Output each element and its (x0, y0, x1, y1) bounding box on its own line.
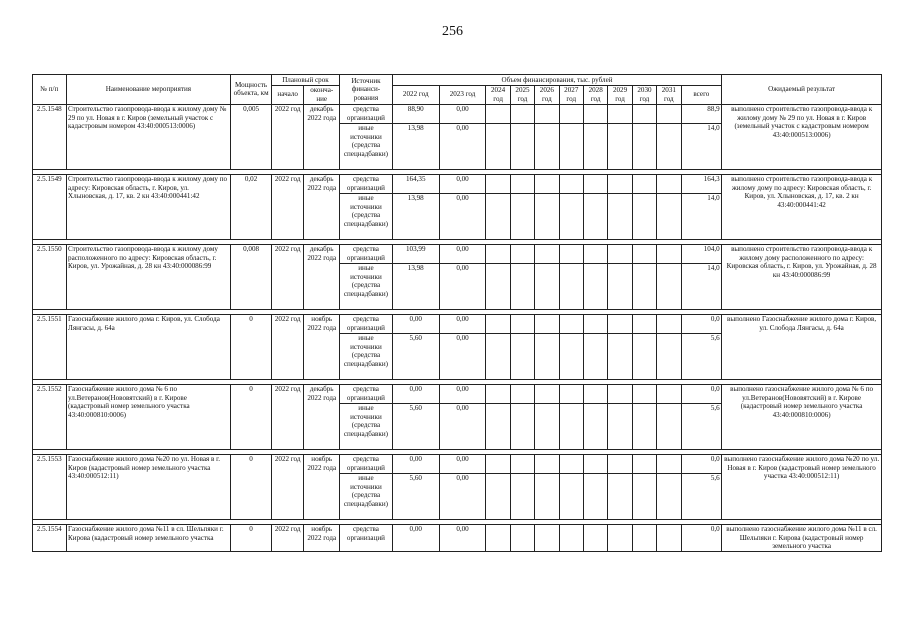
header-year: 2023 год (439, 85, 486, 104)
empty-year-cell (657, 174, 681, 193)
empty-year-cell (486, 384, 510, 403)
empty-year-cell (632, 174, 656, 193)
empty-year-cell (559, 403, 583, 449)
measure-name: Строительство газопровода-ввода к жилому дому № 29 по ул. Новая в г. Киров (земельный участок с кадастровым номером 43:40:000513:0006) (66, 104, 231, 169)
empty-year-cell (583, 524, 607, 552)
empty-year-cell (510, 333, 534, 379)
value-2023: 0,00 (439, 314, 486, 333)
empty-year-cell (632, 333, 656, 379)
empty-year-cell (583, 104, 607, 123)
total-value: 104,0 (681, 244, 722, 263)
funding-source: средства организаций (340, 174, 393, 193)
empty-year-cell (486, 403, 510, 449)
empty-year-cell (559, 524, 583, 552)
empty-year-cell (535, 403, 559, 449)
value-2023: 0,00 (439, 333, 486, 379)
row-number: 2.5.1554 (33, 524, 67, 552)
table-row (33, 454, 882, 473)
empty-year-cell (608, 174, 632, 193)
header-source: Источник финанси- рования (340, 75, 393, 105)
row-number: 2.5.1548 (33, 104, 67, 169)
empty-year-cell (657, 193, 681, 239)
table-container (32, 74, 882, 564)
empty-year-cell (657, 473, 681, 519)
measure-name: Строительство газопровода-ввода к жилому дому по адресу: Кировская область, г. Киров, ул. Хлыновская, д. 17, кв. 2 кн 43:40:000441:42 (66, 174, 231, 239)
empty-year-cell (486, 333, 510, 379)
header-year: 2025 год (510, 85, 534, 104)
empty-year-cell (535, 104, 559, 123)
header-num: № п/п (33, 75, 67, 105)
empty-year-cell (559, 333, 583, 379)
value-2022: 5,60 (392, 333, 439, 379)
end-value: ноябрь 2022 года (304, 454, 340, 519)
table-header (33, 75, 882, 105)
expected-result: выполнено газоснабжение жилого дома № 6 по ул.Ветеранов(Нововятский) в г. Кирове (кадастровый номер земельного участка 43:40:000810:0006) (722, 384, 882, 449)
empty-year-cell (510, 524, 534, 552)
header-total: всего (681, 85, 722, 104)
end-value: ноябрь 2022 года (304, 524, 340, 552)
funding-source: средства организаций (340, 384, 393, 403)
table-row (33, 524, 882, 552)
funding-source: иные источники (средства спецнадбавки) (340, 193, 393, 239)
empty-year-cell (632, 473, 656, 519)
total-value: 14,0 (681, 193, 722, 239)
measure-name: Строительство газопровода-ввода к жилому дому расположенного по адресу: Кировская область, г. Киров, ул. Урожайная, д. 28 кн 43:40:000086:99 (66, 244, 231, 309)
header-year: 2029 год (608, 85, 632, 104)
value-2022: 0,00 (392, 454, 439, 473)
empty-year-cell (510, 454, 534, 473)
funding-source: иные источники (средства спецнадбавки) (340, 473, 393, 519)
value-2022: 0,00 (392, 524, 439, 552)
empty-year-cell (510, 193, 534, 239)
value-2022: 164,35 (392, 174, 439, 193)
empty-year-cell (632, 454, 656, 473)
funding-source: иные источники (средства спецнадбавки) (340, 403, 393, 449)
value-2023: 0,00 (439, 104, 486, 123)
empty-year-cell (583, 174, 607, 193)
empty-year-cell (608, 454, 632, 473)
value-2023: 0,00 (439, 123, 486, 169)
empty-year-cell (535, 174, 559, 193)
empty-year-cell (486, 104, 510, 123)
empty-year-cell (535, 314, 559, 333)
value-2022: 5,60 (392, 403, 439, 449)
empty-year-cell (559, 244, 583, 263)
empty-year-cell (583, 384, 607, 403)
total-value: 14,0 (681, 123, 722, 169)
empty-year-cell (486, 454, 510, 473)
empty-year-cell (657, 333, 681, 379)
empty-year-cell (608, 263, 632, 309)
value-2022: 5,60 (392, 473, 439, 519)
header-capacity: Мощность объекта, км (231, 75, 272, 105)
table-row (33, 244, 882, 263)
empty-year-cell (535, 473, 559, 519)
capacity-value: 0 (231, 454, 272, 519)
value-2023: 0,00 (439, 473, 486, 519)
empty-year-cell (608, 123, 632, 169)
funding-source: иные источники (средства спецнадбавки) (340, 333, 393, 379)
empty-year-cell (535, 193, 559, 239)
row-number: 2.5.1549 (33, 174, 67, 239)
funding-source: средства организаций (340, 524, 393, 552)
measure-name: Газоснабжение жилого дома №20 по ул. Новая в г. Киров (кадастровый номер земельного участка 43:40:000512:11) (66, 454, 231, 519)
header-funding: Объем финансирования, тыс. рублей (392, 75, 721, 86)
value-2023: 0,00 (439, 174, 486, 193)
header-year: 2027 год (559, 85, 583, 104)
value-2023: 0,00 (439, 193, 486, 239)
funding-source: иные источники (средства спецнадбавки) (340, 263, 393, 309)
empty-year-cell (535, 333, 559, 379)
empty-year-cell (510, 263, 534, 309)
empty-year-cell (559, 473, 583, 519)
value-2022: 0,00 (392, 314, 439, 333)
empty-year-cell (657, 244, 681, 263)
start-value: 2022 год (271, 244, 304, 309)
header-year: 2031 год (657, 85, 681, 104)
empty-year-cell (559, 314, 583, 333)
measure-name: Газоснабжение жилого дома № 6 по ул.Ветеранов(Нововятский) в г. Кирове (кадастровый номер земельного участка 43:40:000810:0006) (66, 384, 231, 449)
empty-year-cell (657, 454, 681, 473)
header-start: начало (271, 85, 304, 104)
funding-source: средства организаций (340, 314, 393, 333)
total-value: 0,0 (681, 454, 722, 473)
empty-year-cell (510, 174, 534, 193)
empty-year-cell (535, 524, 559, 552)
empty-year-cell (559, 123, 583, 169)
empty-year-cell (583, 403, 607, 449)
start-value: 2022 год (271, 384, 304, 449)
empty-year-cell (583, 473, 607, 519)
empty-year-cell (657, 524, 681, 552)
header-year: 2026 год (535, 85, 559, 104)
empty-year-cell (608, 403, 632, 449)
value-2023: 0,00 (439, 454, 486, 473)
end-value: декабрь 2022 года (304, 104, 340, 169)
empty-year-cell (559, 174, 583, 193)
end-value: ноябрь 2022 года (304, 314, 340, 379)
start-value: 2022 год (271, 104, 304, 169)
empty-year-cell (583, 263, 607, 309)
total-value: 0,0 (681, 384, 722, 403)
value-2022: 13,98 (392, 193, 439, 239)
empty-year-cell (608, 524, 632, 552)
empty-year-cell (510, 314, 534, 333)
start-value: 2022 год (271, 314, 304, 379)
empty-year-cell (583, 193, 607, 239)
funding-source: иные источники (средства спецнадбавки) (340, 123, 393, 169)
empty-year-cell (510, 403, 534, 449)
table-body (33, 104, 882, 552)
empty-year-cell (608, 473, 632, 519)
empty-year-cell (583, 123, 607, 169)
empty-year-cell (657, 263, 681, 309)
empty-year-cell (632, 123, 656, 169)
empty-year-cell (608, 333, 632, 379)
empty-year-cell (657, 384, 681, 403)
empty-year-cell (510, 123, 534, 169)
empty-year-cell (535, 263, 559, 309)
header-name: Наименование мероприятия (66, 75, 231, 105)
end-value: декабрь 2022 года (304, 244, 340, 309)
empty-year-cell (510, 473, 534, 519)
empty-year-cell (559, 384, 583, 403)
empty-year-cell (486, 263, 510, 309)
empty-year-cell (486, 244, 510, 263)
funding-source: средства организаций (340, 244, 393, 263)
total-value: 5,6 (681, 333, 722, 379)
table-row (33, 104, 882, 123)
capacity-value: 0 (231, 384, 272, 449)
empty-year-cell (583, 244, 607, 263)
header-plan-term: Плановый срок (271, 75, 339, 86)
row-number: 2.5.1553 (33, 454, 67, 519)
value-2022: 88,90 (392, 104, 439, 123)
header-year: 2028 год (583, 85, 607, 104)
page-number: 256 (442, 24, 463, 39)
table-row (33, 314, 882, 333)
empty-year-cell (657, 314, 681, 333)
empty-year-cell (510, 104, 534, 123)
table-row (33, 174, 882, 193)
empty-year-cell (608, 244, 632, 263)
expected-result: выполнено Газоснабжение жилого дома г. Киров, ул. Слобода Лянгасы, д. 64а (722, 314, 882, 379)
empty-year-cell (657, 104, 681, 123)
capacity-value: 0,005 (231, 104, 272, 169)
empty-year-cell (510, 384, 534, 403)
value-2022: 13,98 (392, 123, 439, 169)
measure-name: Газоснабжение жилого дома г. Киров, ул. Слобода Лянгасы, д. 64а (66, 314, 231, 379)
empty-year-cell (535, 244, 559, 263)
header-end: оконча- ние (304, 85, 340, 104)
empty-year-cell (559, 263, 583, 309)
capacity-value: 0 (231, 314, 272, 379)
empty-year-cell (657, 403, 681, 449)
empty-year-cell (535, 123, 559, 169)
empty-year-cell (583, 454, 607, 473)
empty-year-cell (486, 473, 510, 519)
end-value: декабрь 2022 года (304, 174, 340, 239)
end-value: декабрь 2022 года (304, 384, 340, 449)
total-value: 0,0 (681, 314, 722, 333)
expected-result: выполнено строительство газопровода-ввода к жилому дому по адресу: Кировская область, г. Киров, ул. Хлыновская, д. 17, кв. 2 кн 43:40:000441:42 (722, 174, 882, 239)
value-2022: 13,98 (392, 263, 439, 309)
capacity-value: 0,02 (231, 174, 272, 239)
empty-year-cell (608, 193, 632, 239)
value-2023: 0,00 (439, 403, 486, 449)
empty-year-cell (632, 403, 656, 449)
value-2023: 0,00 (439, 524, 486, 552)
empty-year-cell (632, 314, 656, 333)
empty-year-cell (608, 104, 632, 123)
table-row (33, 384, 882, 403)
total-value: 88,9 (681, 104, 722, 123)
empty-year-cell (583, 333, 607, 379)
header-year: 2024 год (486, 85, 510, 104)
funding-table (32, 74, 882, 552)
empty-year-cell (559, 193, 583, 239)
empty-year-cell (657, 123, 681, 169)
empty-year-cell (608, 314, 632, 333)
empty-year-cell (632, 524, 656, 552)
value-2022: 103,99 (392, 244, 439, 263)
empty-year-cell (486, 174, 510, 193)
value-2023: 0,00 (439, 263, 486, 309)
expected-result: выполнено строительство газопровода-ввода к жилому дому № 29 по ул. Новая в г. Киров (земельный участок с кадастровым номером 43:40:000513:0006) (722, 104, 882, 169)
empty-year-cell (510, 244, 534, 263)
empty-year-cell (632, 384, 656, 403)
expected-result: выполнено газоснабжение жилого дома №20 по ул. Новая в г. Киров (кадастровый номер земельного участка 43:40:000512:11) (722, 454, 882, 519)
total-value: 14,0 (681, 263, 722, 309)
empty-year-cell (535, 384, 559, 403)
capacity-value: 0 (231, 524, 272, 552)
value-2022: 0,00 (392, 384, 439, 403)
empty-year-cell (486, 193, 510, 239)
funding-source: средства организаций (340, 104, 393, 123)
header-year: 2030 год (632, 85, 656, 104)
total-value: 164,3 (681, 174, 722, 193)
capacity-value: 0,008 (231, 244, 272, 309)
measure-name: Газоснабжение жилого дома №11 в сл. Шельпяки г. Кирова (кадастровый номер земельного участка (66, 524, 231, 552)
empty-year-cell (559, 104, 583, 123)
empty-year-cell (632, 193, 656, 239)
row-number: 2.5.1552 (33, 384, 67, 449)
row-number: 2.5.1550 (33, 244, 67, 309)
empty-year-cell (608, 384, 632, 403)
empty-year-cell (632, 244, 656, 263)
empty-year-cell (486, 524, 510, 552)
empty-year-cell (535, 454, 559, 473)
empty-year-cell (632, 263, 656, 309)
start-value: 2022 год (271, 454, 304, 519)
header-year: 2022 год (392, 85, 439, 104)
total-value: 0,0 (681, 524, 722, 552)
empty-year-cell (583, 314, 607, 333)
total-value: 5,6 (681, 473, 722, 519)
empty-year-cell (559, 454, 583, 473)
row-number: 2.5.1551 (33, 314, 67, 379)
funding-source: средства организаций (340, 454, 393, 473)
empty-year-cell (486, 314, 510, 333)
empty-year-cell (486, 123, 510, 169)
empty-year-cell (632, 104, 656, 123)
start-value: 2022 год (271, 524, 304, 552)
header-result: Ожидаемый результат (722, 75, 882, 105)
expected-result: выполнено газоснабжение жилого дома №11 в сл. Шельпяки г. Кирова (кадастровый номер земельного участка (722, 524, 882, 552)
value-2023: 0,00 (439, 244, 486, 263)
expected-result: выполнено строительство газопровода-ввода к жилому дому расположенного по адресу: Кировская область, г. Киров, ул. Урожайная, д. 28 кн 43:40:000086:99 (722, 244, 882, 309)
value-2023: 0,00 (439, 384, 486, 403)
total-value: 5,6 (681, 403, 722, 449)
start-value: 2022 год (271, 174, 304, 239)
